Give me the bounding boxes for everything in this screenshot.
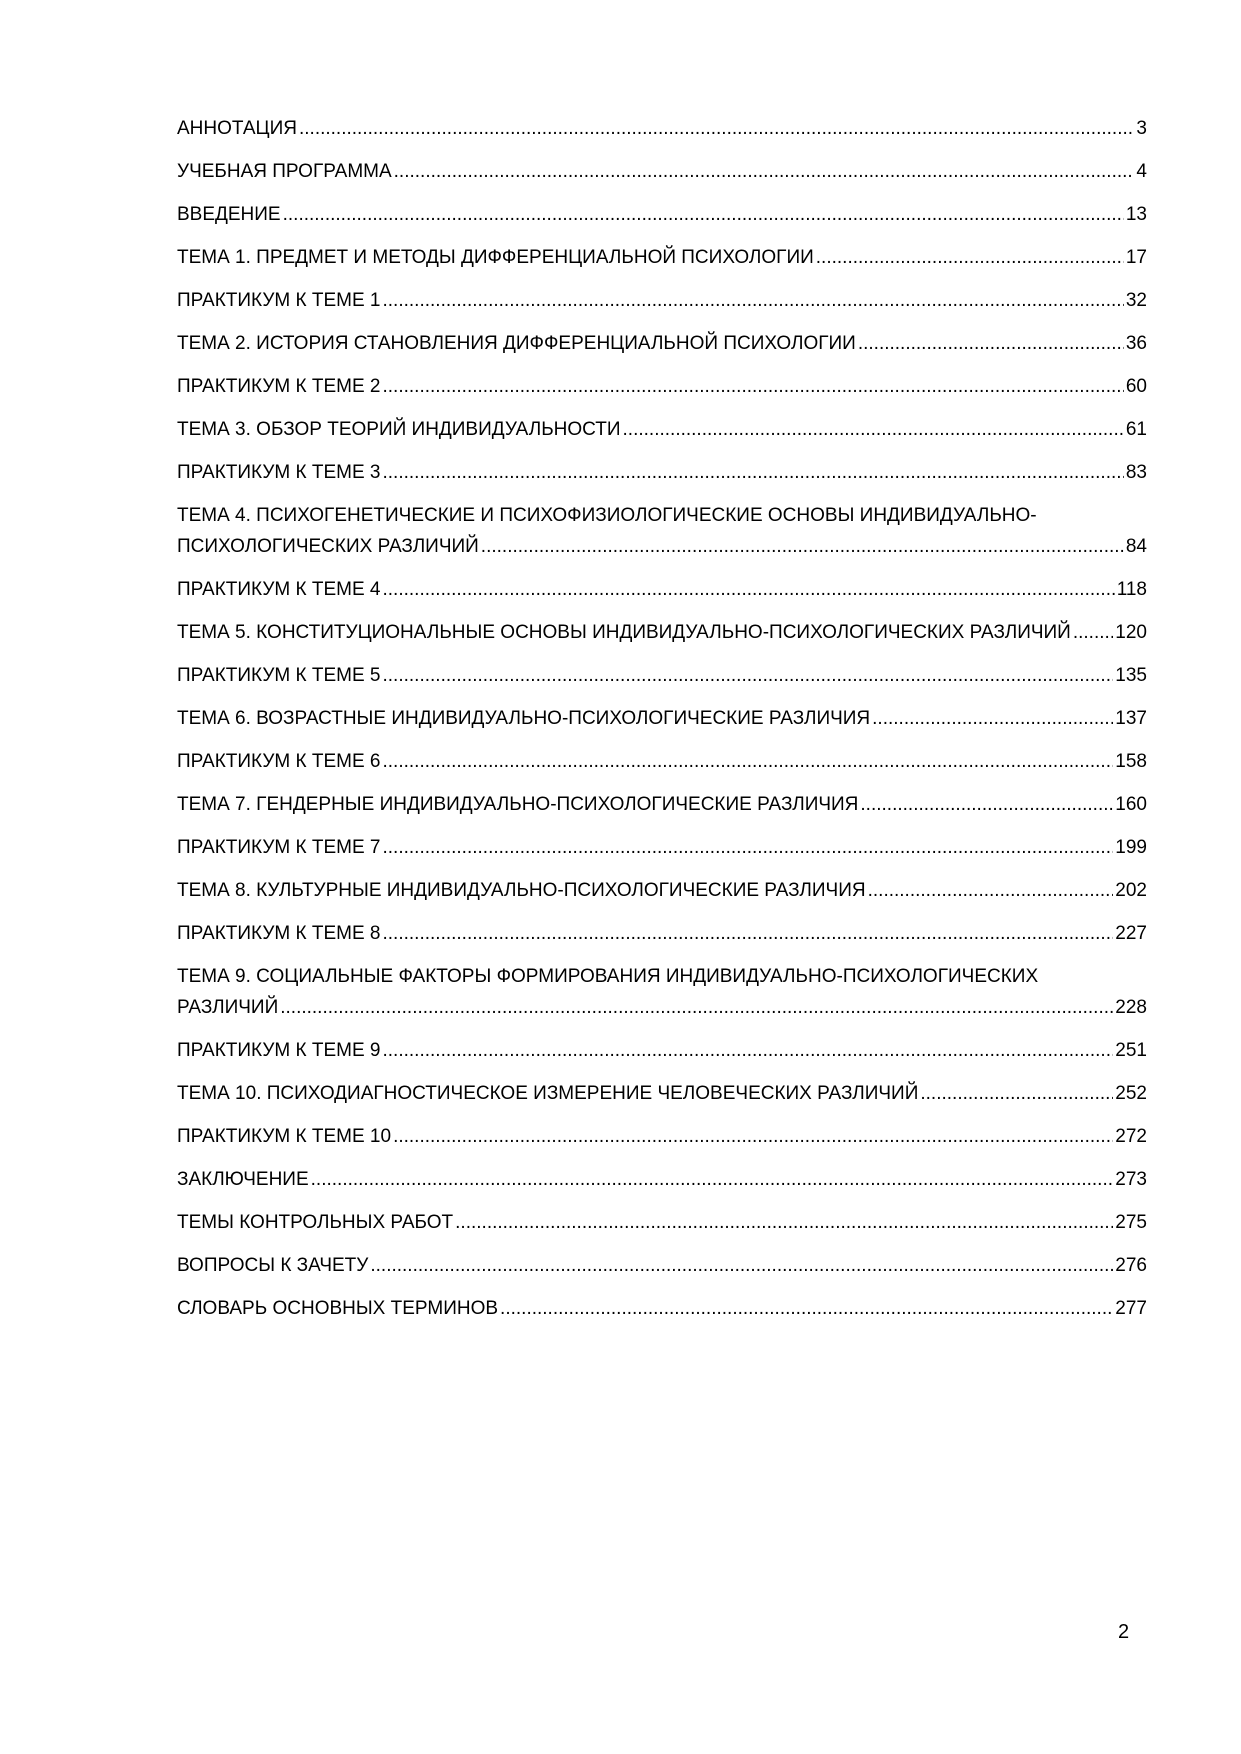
dot-leader [623, 418, 1124, 441]
dot-leader [383, 1039, 1114, 1062]
toc-entry-page: 120 [1115, 622, 1147, 643]
toc-entry-title: ЗАКЛЮЧЕНИЕ [177, 1169, 309, 1190]
dot-leader [868, 879, 1114, 902]
toc-entry-topic-10[interactable] [177, 1082, 1147, 1125]
toc-entry-title: ВВЕДЕНИЕ [177, 204, 281, 225]
toc-entry-page: 252 [1115, 1083, 1147, 1104]
toc-entry-title: ПРАКТИКУМ К ТЕМЕ 9 [177, 1040, 381, 1061]
toc-entry-control-works[interactable] [177, 1211, 1147, 1254]
dot-leader [920, 1082, 1113, 1105]
toc-entry-page: 137 [1115, 708, 1147, 729]
toc-entry-page: 160 [1115, 794, 1147, 815]
table-of-contents [177, 117, 1147, 1340]
toc-entry-title: ТЕМА 5. КОНСТИТУЦИОНАЛЬНЫЕ ОСНОВЫ ИНДИВИДУАЛЬНО-ПСИХОЛОГИЧЕСКИХ РАЗЛИЧИЙ [177, 622, 1071, 643]
toc-entry-practicum-9[interactable] [177, 1039, 1147, 1082]
toc-entry-page: 4 [1136, 161, 1147, 182]
dot-leader [860, 793, 1113, 816]
toc-entry-title: ПРАКТИКУМ К ТЕМЕ 7 [177, 837, 381, 858]
toc-entry-page: 118 [1116, 579, 1147, 600]
toc-entry-title: ТЕМА 3. ОБЗОР ТЕОРИЙ ИНДИВИДУАЛЬНОСТИ [177, 419, 621, 440]
toc-entry-title: ПРАКТИКУМ К ТЕМЕ 1 [177, 290, 381, 311]
toc-entry-introduction[interactable] [177, 203, 1147, 246]
toc-entry-topic-3[interactable] [177, 418, 1147, 461]
toc-entry-title: ТЕМА 10. ПСИХОДИАГНОСТИЧЕСКОЕ ИЗМЕРЕНИЕ ЧЕЛОВЕЧЕСКИХ РАЗЛИЧИЙ [177, 1083, 919, 1104]
toc-entry-page: 61 [1125, 419, 1147, 440]
toc-entry-page: 277 [1115, 1298, 1147, 1319]
toc-entry-page: 36 [1125, 333, 1147, 354]
toc-entry-practicum-1[interactable] [177, 289, 1147, 332]
page-number: 2 [1118, 1621, 1130, 1643]
toc-entry-exam-questions[interactable] [177, 1254, 1147, 1297]
toc-entry-practicum-4[interactable] [177, 578, 1147, 621]
toc-entry-title: ВОПРОСЫ К ЗАЧЕТУ [177, 1255, 369, 1276]
toc-entry-page: 32 [1125, 290, 1147, 311]
toc-entry-title: ПРАКТИКУМ К ТЕМЕ 5 [177, 665, 381, 686]
dot-leader [858, 332, 1124, 355]
dot-leader [1073, 621, 1113, 644]
toc-entry-page: 3 [1136, 118, 1147, 139]
toc-entry-title-line2-row [177, 535, 1147, 558]
toc-entry-title: ПРАКТИКУМ К ТЕМЕ 2 [177, 376, 381, 397]
toc-entry-title: ТЕМА 2. ИСТОРИЯ СТАНОВЛЕНИЯ ДИФФЕРЕНЦИАЛЬНОЙ ПСИХОЛОГИИ [177, 333, 856, 354]
dot-leader [393, 1125, 1113, 1148]
toc-entry-glossary[interactable] [177, 1297, 1147, 1340]
dot-leader [299, 117, 1134, 140]
dot-leader [872, 707, 1113, 730]
toc-entry-page: 273 [1115, 1169, 1147, 1190]
dot-leader [280, 996, 1113, 1019]
toc-entry-practicum-10[interactable] [177, 1125, 1147, 1168]
toc-entry-topic-7[interactable] [177, 793, 1147, 836]
toc-entry-title: ПРАКТИКУМ К ТЕМЕ 4 [177, 579, 381, 600]
toc-entry-page: 158 [1115, 751, 1147, 772]
toc-entry-title: ПРАКТИКУМ К ТЕМЕ 10 [177, 1126, 392, 1147]
toc-entry-page: 135 [1115, 665, 1147, 686]
dot-leader [455, 1211, 1113, 1234]
dot-leader [383, 289, 1124, 312]
dot-leader [283, 203, 1124, 226]
dot-leader [383, 750, 1114, 773]
toc-entry-topic-9[interactable] [177, 965, 1147, 1039]
toc-entry-practicum-6[interactable] [177, 750, 1147, 793]
toc-entry-title: ТЕМА 8. КУЛЬТУРНЫЕ ИНДИВИДУАЛЬНО-ПСИХОЛОГИЧЕСКИЕ РАЗЛИЧИЯ [177, 880, 866, 901]
toc-entry-page: 60 [1125, 376, 1147, 397]
toc-entry-page: 251 [1115, 1040, 1147, 1061]
toc-entry-page: 275 [1115, 1212, 1147, 1233]
toc-entry-page: 83 [1125, 462, 1147, 483]
toc-entry-title-line1: ТЕМА 9. СОЦИАЛЬНЫЕ ФАКТОРЫ ФОРМИРОВАНИЯ ИНДИВИДУАЛЬНО-ПСИХОЛОГИЧЕСКИХ [177, 966, 1039, 987]
toc-entry-practicum-2[interactable] [177, 375, 1147, 418]
toc-entry-title: АННОТАЦИЯ [177, 118, 297, 139]
toc-entry-page: 276 [1115, 1255, 1147, 1276]
toc-entry-title: ТЕМА 7. ГЕНДЕРНЫЕ ИНДИВИДУАЛЬНО-ПСИХОЛОГИЧЕСКИЕ РАЗЛИЧИЯ [177, 794, 859, 815]
toc-entry-topic-8[interactable] [177, 879, 1147, 922]
toc-entry-page: 202 [1115, 880, 1147, 901]
toc-entry-page: 228 [1115, 997, 1147, 1018]
toc-entry-topic-1[interactable] [177, 246, 1147, 289]
toc-entry-page: 227 [1115, 923, 1147, 944]
dot-leader [500, 1297, 1113, 1320]
dot-leader [383, 578, 1115, 601]
dot-leader [383, 664, 1114, 687]
toc-entry-title: СЛОВАРЬ ОСНОВНЫХ ТЕРМИНОВ [177, 1298, 499, 1319]
dot-leader [383, 375, 1124, 398]
toc-entry-topic-5[interactable] [177, 621, 1147, 664]
toc-entry-title: ТЕМЫ КОНТРОЛЬНЫХ РАБОТ [177, 1212, 454, 1233]
toc-entry-page: 84 [1125, 536, 1147, 557]
dot-leader [481, 535, 1124, 558]
dot-leader [383, 836, 1114, 859]
toc-entry-topic-6[interactable] [177, 707, 1147, 750]
toc-entry-curriculum[interactable] [177, 160, 1147, 203]
toc-entry-practicum-8[interactable] [177, 922, 1147, 965]
toc-entry-practicum-3[interactable] [177, 461, 1147, 504]
toc-entry-title-line2: РАЗЛИЧИЙ [177, 997, 279, 1018]
dot-leader [383, 922, 1114, 945]
toc-entry-practicum-7[interactable] [177, 836, 1147, 879]
toc-entry-practicum-5[interactable] [177, 664, 1147, 707]
toc-entry-title: ТЕМА 6. ВОЗРАСТНЫЕ ИНДИВИДУАЛЬНО-ПСИХОЛОГИЧЕСКИЕ РАЗЛИЧИЯ [177, 708, 871, 729]
toc-entry-title: УЧЕБНАЯ ПРОГРАММА [177, 161, 392, 182]
toc-entry-topic-4[interactable] [177, 504, 1147, 578]
dot-leader [370, 1254, 1113, 1277]
toc-entry-annotation[interactable] [177, 117, 1147, 160]
toc-entry-title-line1: ТЕМА 4. ПСИХОГЕНЕТИЧЕСКИЕ И ПСИХОФИЗИОЛОГИЧЕСКИЕ ОСНОВЫ ИНДИВИДУАЛЬНО- [177, 505, 1037, 526]
toc-entry-topic-2[interactable] [177, 332, 1147, 375]
dot-leader [311, 1168, 1114, 1191]
toc-entry-conclusion[interactable] [177, 1168, 1147, 1211]
dot-leader [383, 461, 1124, 484]
toc-entry-title: ПРАКТИКУМ К ТЕМЕ 6 [177, 751, 381, 772]
toc-entry-title: ПРАКТИКУМ К ТЕМЕ 3 [177, 462, 381, 483]
toc-entry-title: ТЕМА 1. ПРЕДМЕТ И МЕТОДЫ ДИФФЕРЕНЦИАЛЬНОЙ ПСИХОЛОГИИ [177, 247, 814, 268]
toc-entry-page: 272 [1115, 1126, 1147, 1147]
toc-entry-title: ПРАКТИКУМ К ТЕМЕ 8 [177, 923, 381, 944]
dot-leader [816, 246, 1124, 269]
toc-entry-page: 199 [1115, 837, 1147, 858]
toc-entry-page: 17 [1125, 247, 1147, 268]
toc-entry-title-line2: ПСИХОЛОГИЧЕСКИХ РАЗЛИЧИЙ [177, 536, 479, 557]
toc-entry-page: 13 [1125, 204, 1147, 225]
dot-leader [394, 160, 1135, 183]
toc-entry-title-line2-row [177, 996, 1147, 1019]
